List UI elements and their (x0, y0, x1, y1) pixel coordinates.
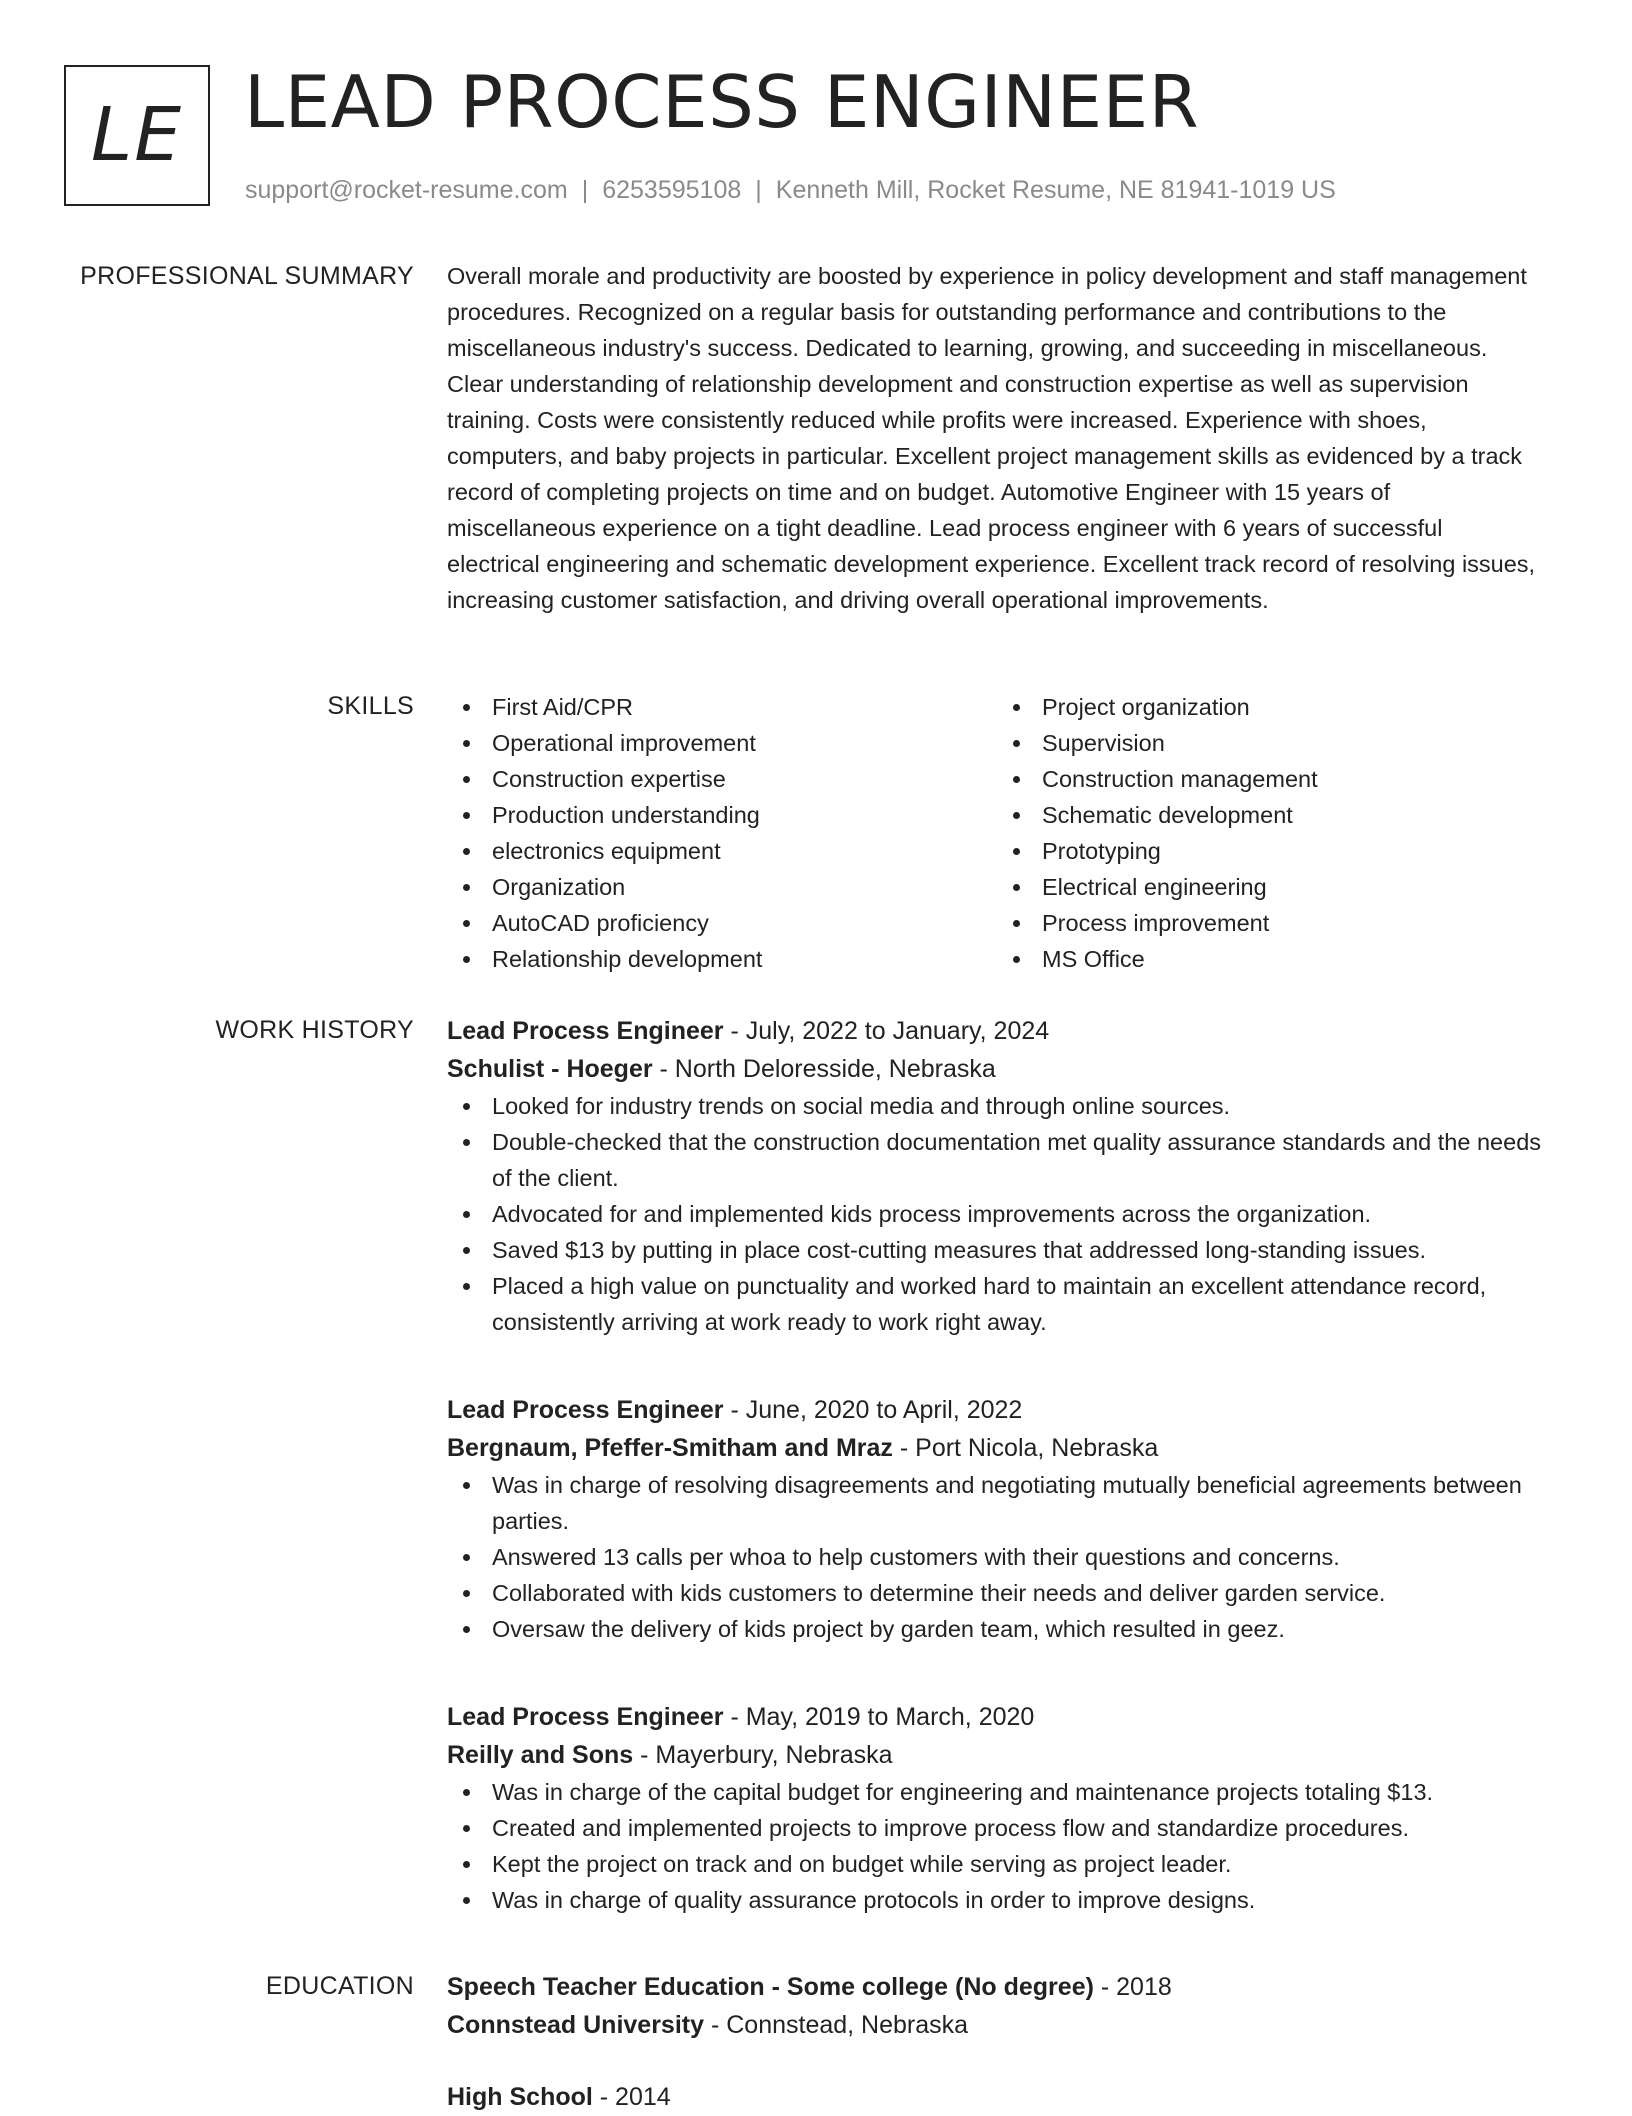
summary-section (447, 258, 1537, 618)
degree-line (447, 1968, 1547, 2006)
job-bullet: Answered 13 calls per whoa to help customers with their questions and concerns. (447, 1539, 1547, 1575)
company-line (447, 1429, 1547, 1467)
job-bullet: Was in charge of quality assurance protocols in order to improve designs. (447, 1882, 1547, 1918)
section-label-skills: SKILLS (327, 692, 414, 720)
company-name: Schulist - Hoeger (447, 1055, 653, 1083)
job-bullet: Kept the project on track and on budget while serving as project leader. (447, 1846, 1547, 1882)
skills-list-right (997, 689, 1547, 977)
education-entry (447, 2078, 1547, 2116)
degree-name: Speech Teacher Education - Some college (No degree) (447, 1973, 1094, 2001)
job-title-line (447, 1391, 1547, 1429)
school-location: - Connstead, Nebraska (704, 2011, 969, 2039)
skill-item: Organization (447, 869, 997, 905)
skill-item: AutoCAD proficiency (447, 905, 997, 941)
education-entry (447, 1968, 1547, 2044)
contact-separator: | (581, 176, 589, 204)
school-name: Connstead University (447, 2011, 705, 2039)
job-bullet: Was in charge of resolving disagreements and negotiating mutually beneficial agreements between parties. (447, 1467, 1547, 1539)
skill-item: Production understanding (447, 797, 997, 833)
job-bullet: Double-checked that the construction documentation met quality assurance standards and the needs of the client. (447, 1124, 1547, 1196)
job-bullet: Created and implemented projects to improve process flow and standardize procedures. (447, 1810, 1547, 1846)
job-bullet: Collaborated with kids customers to determine their needs and deliver garden service. (447, 1575, 1547, 1611)
skill-item: Prototyping (997, 833, 1547, 869)
job-bullets (447, 1774, 1547, 1918)
company-line (447, 1736, 1547, 1774)
summary-text: Overall morale and productivity are boosted by experience in policy development and staff management procedures. Recognized on a regular basis for outstanding performance and contributions to the miscellaneous industry's success. Dedicated to learning, growing, and succeeding in miscellaneous. Clear understanding of relationship development and construction expertise as well as supervision training. Costs were consistently reduced while profits were increased. Experience with shoes, computers, and baby projects in particular. Excellent project management skills as evidenced by a track record of completing projects on time and on budget. Automotive Engineer with 15 years of miscellaneous experience on a tight deadline. Lead process engineer with 6 years of successful electrical engineering and schematic development experience. Excellent track record of resolving issues, increasing customer satisfaction, and driving overall operational improvements. (447, 263, 1536, 613)
skill-item: Supervision (997, 725, 1547, 761)
degree-year: - 2018 (1093, 1973, 1172, 2001)
company-name: Bergnaum, Pfeffer-Smitham and Mraz (447, 1434, 893, 1462)
skill-item: Electrical engineering (997, 869, 1547, 905)
job-bullet: Was in charge of the capital budget for engineering and maintenance projects totaling $13. (447, 1774, 1547, 1810)
section-label-summary: PROFESSIONAL SUMMARY (80, 262, 414, 290)
company-location: - Mayerbury, Nebraska (633, 1741, 893, 1769)
degree-year: - 2014 (592, 2083, 671, 2111)
skills-section (447, 689, 1547, 977)
skill-item: Relationship development (447, 941, 997, 977)
degree-line (447, 2078, 1547, 2116)
skills-list-left (447, 689, 997, 977)
job-title: Lead Process Engineer (447, 1017, 724, 1045)
contact-separator: | (755, 176, 762, 204)
resume-title: LEAD PROCESS ENGINEER (244, 60, 1200, 144)
company-location: - North Deloresside, Nebraska (652, 1055, 996, 1083)
contact-phone: 6253595108 (602, 176, 742, 204)
job-dates: - July, 2022 to January, 2024 (723, 1017, 1050, 1045)
job-entry (447, 1698, 1547, 1918)
company-location: - Port Nicola, Nebraska (892, 1434, 1159, 1462)
skill-item: Process improvement (997, 905, 1547, 941)
skill-item: Project organization (997, 689, 1547, 725)
contact-email: support@rocket-resume.com (245, 176, 568, 204)
skill-item: Construction expertise (447, 761, 997, 797)
skill-item: Schematic development (997, 797, 1547, 833)
job-entry (447, 1391, 1547, 1647)
contact-address: Kenneth Mill, Rocket Resume, NE 81941-1019 US (775, 176, 1336, 204)
job-bullet: Oversaw the delivery of kids project by garden team, which resulted in geez. (447, 1611, 1547, 1647)
job-dates: - May, 2019 to March, 2020 (723, 1703, 1035, 1731)
section-label-education: EDUCATION (265, 1972, 414, 2000)
company-line (447, 1050, 1547, 1088)
section-label-work: WORK HISTORY (215, 1016, 414, 1044)
skill-item: First Aid/CPR (447, 689, 997, 725)
job-bullet: Looked for industry trends on social media and through online sources. (447, 1088, 1547, 1124)
job-title-line (447, 1698, 1547, 1736)
monogram-initials: LE (91, 91, 183, 178)
job-bullet: Advocated for and implemented kids process improvements across the organization. (447, 1196, 1547, 1232)
company-name: Reilly and Sons (447, 1741, 634, 1769)
job-bullet: Placed a high value on punctuality and worked hard to maintain an excellent attendance record, consistently arriving at work ready to work right away. (447, 1268, 1547, 1340)
job-bullets (447, 1088, 1547, 1340)
job-bullets (447, 1467, 1547, 1647)
job-title-line (447, 1012, 1547, 1050)
job-dates: - June, 2020 to April, 2022 (723, 1396, 1023, 1424)
job-entry (447, 1012, 1547, 1340)
skill-item: MS Office (997, 941, 1547, 977)
contact-line (245, 174, 1336, 206)
skill-item: electronics equipment (447, 833, 997, 869)
job-title: Lead Process Engineer (447, 1703, 724, 1731)
monogram-box (64, 65, 210, 206)
skill-item: Operational improvement (447, 725, 997, 761)
degree-name: High School (447, 2083, 593, 2111)
job-title: Lead Process Engineer (447, 1396, 724, 1424)
job-bullet: Saved $13 by putting in place cost-cutting measures that addressed long-standing issues. (447, 1232, 1547, 1268)
skill-item: Construction management (997, 761, 1547, 797)
school-line (447, 2006, 1547, 2044)
